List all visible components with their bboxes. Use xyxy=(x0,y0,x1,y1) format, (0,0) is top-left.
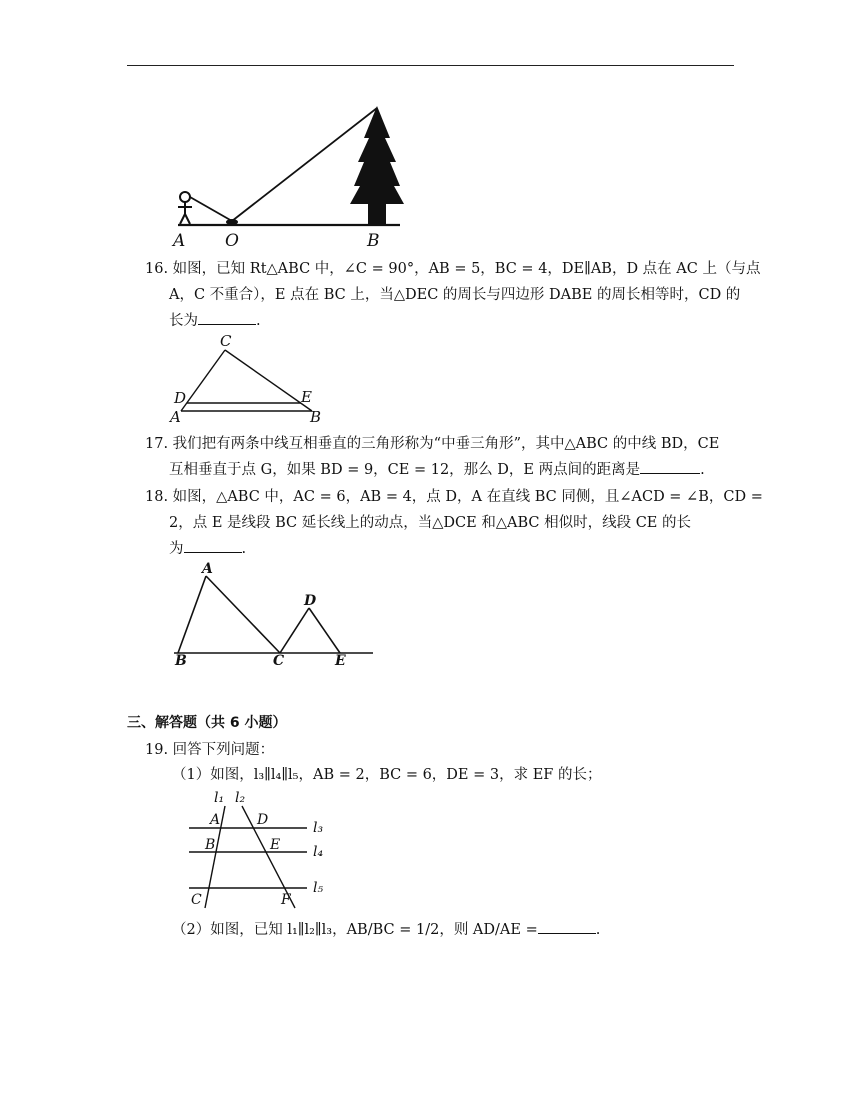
q18-figure xyxy=(168,558,383,670)
label-C: C xyxy=(273,653,285,669)
label-F: F xyxy=(281,892,291,908)
question-16 xyxy=(145,257,761,337)
label-B: B xyxy=(367,231,380,251)
label-E: E xyxy=(335,653,346,669)
label-D: D xyxy=(174,389,187,407)
q19-part1: （1）如图，l₃∥l₄∥l₅，AB = 2，BC = 6，DE = 3，求 EF 的长； xyxy=(172,767,602,783)
label-O: O xyxy=(225,231,239,251)
label-E: E xyxy=(301,388,312,406)
label-E: E xyxy=(270,837,281,853)
label-l4: l₄ xyxy=(313,844,324,860)
question-18 xyxy=(145,485,763,565)
question-17 xyxy=(145,432,745,482)
q18-line2: 2，点 E 是线段 BC 延长线上的动点，当△DCE 和△ABC 相似时，线段 CE 的长 xyxy=(169,515,691,531)
q16-line1: 16. 如图，已知 Rt△ABC 中，∠C = 90°，AB = 5，BC = 4，DE∥AB，D 点在 AC 上（与点 xyxy=(145,261,761,277)
label-l2: l₂ xyxy=(235,790,246,806)
q16-line3: 长为 . xyxy=(169,309,261,330)
q17-line2: 互相垂直于点 G，如果 BD = 9，CE = 12，那么 D，E 两点间的距离是 . xyxy=(169,458,705,479)
section-title: 三、解答题（共 6 小题） xyxy=(127,715,287,731)
label-l1: l₁ xyxy=(214,790,225,806)
q16-answer-blank xyxy=(198,310,256,325)
label-A: A xyxy=(202,561,213,577)
q18-answer-blank xyxy=(184,538,242,553)
label-D: D xyxy=(257,812,269,828)
label-B: B xyxy=(310,408,322,425)
q16-line2: A，C 不重合），E 点在 BC 上，当△DEC 的周长与四边形 DABE 的周长相等时，CD 的 xyxy=(169,287,741,303)
label-A: A xyxy=(173,231,186,251)
q19-part2: （2）如图，已知 l₁∥l₂∥l₃，AB/BC = 1/2，则 AD/AE = . xyxy=(172,918,600,939)
label-l3: l₃ xyxy=(313,820,324,836)
q17-line1: 17. 我们把有两条中线互相垂直的三角形称为“中垂三角形”，其中△ABC 的中线 BD，CE xyxy=(145,436,720,452)
q19-figure xyxy=(183,786,333,910)
label-A: A xyxy=(210,812,221,828)
header-rule xyxy=(127,65,734,66)
tree-figure xyxy=(170,100,410,255)
label-C: C xyxy=(220,332,232,350)
q19-answer-blank xyxy=(538,919,596,934)
q19-intro: 19. 回答下列问题： xyxy=(145,742,275,758)
q16-figure xyxy=(165,330,330,425)
label-B: B xyxy=(205,837,216,853)
label-A: A xyxy=(170,408,181,425)
q17-answer-blank xyxy=(640,459,700,474)
q18-line1: 18. 如图，△ABC 中，AC = 6，AB = 4，点 D，A 在直线 BC 同侧，且∠ACD = ∠B，CD = xyxy=(145,489,763,505)
label-l5: l₅ xyxy=(313,880,324,896)
q18-line3: 为 . xyxy=(169,537,246,558)
label-C: C xyxy=(191,892,202,908)
label-B: B xyxy=(175,653,187,669)
label-D: D xyxy=(304,593,317,609)
